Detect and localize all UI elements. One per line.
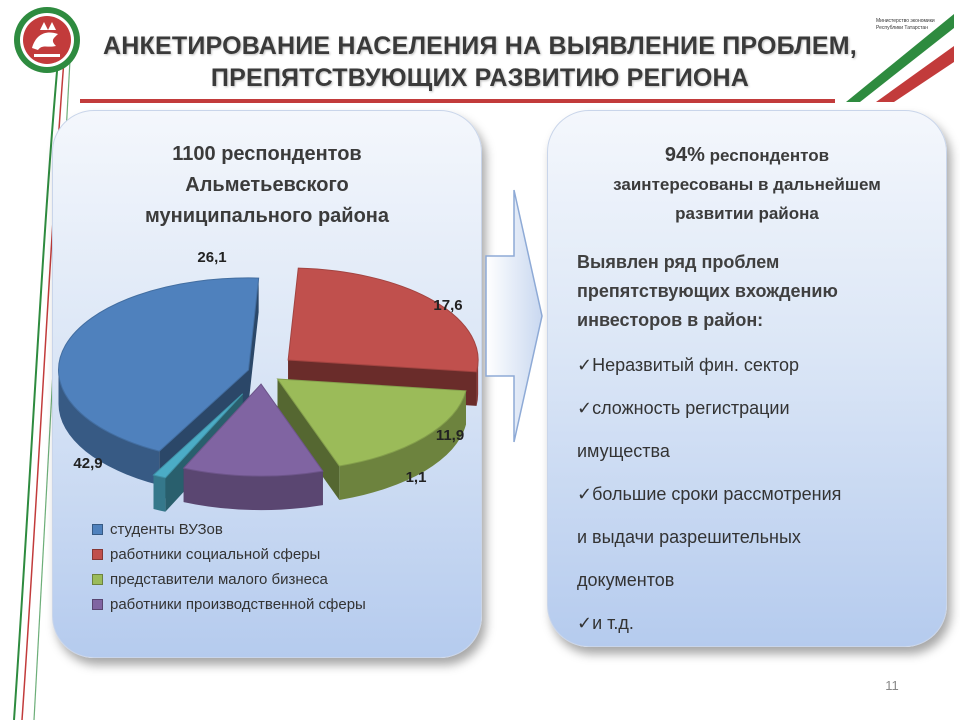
interest-heading [548, 141, 946, 228]
problem-item: ✓и т.д. [577, 613, 634, 633]
problem-item-continued: и выдачи разрешительных [577, 527, 801, 547]
problem-item: ✓Неразвитый фин. сектор [577, 355, 799, 375]
pie-data-label: 1,1 [405, 469, 427, 486]
legend-label-social: работники социальной сферы [110, 546, 321, 563]
problem-item: ✓большие сроки рассмотрения [577, 484, 842, 504]
ministry-logo [846, 6, 954, 102]
problems-title [577, 248, 917, 335]
problems-list [577, 344, 927, 645]
legend-item-industry [92, 592, 366, 617]
right-arrow-icon [484, 186, 544, 446]
pie-data-label: 11,9 [435, 427, 465, 444]
legend-item-social [92, 542, 366, 567]
legend-label-students: студенты ВУЗов [110, 521, 223, 538]
legend-item-students [92, 517, 366, 542]
slide-title-line1: АНКЕТИРОВАНИЕ НАСЕЛЕНИЯ НА ВЫЯВЛЕНИЕ ПРОБЛЕМ, [103, 32, 857, 60]
respondents-pie-chart [0, 0, 480, 520]
legend-item-business [92, 567, 366, 592]
problem-item-continued: имущества [577, 441, 670, 461]
problems-title-line3: инвесторов в район: [577, 310, 764, 330]
interest-heading-line3: развитии района [675, 204, 819, 223]
page-number: 11 [885, 678, 899, 693]
chart-legend [92, 517, 366, 617]
interest-percent: 94% [664, 144, 705, 166]
legend-label-industry: работники производственной сферы [110, 596, 366, 613]
pie-data-label: 26,1 [197, 249, 227, 266]
pie-data-label: 42,9 [73, 455, 103, 472]
pie-data-label: 17,6 [433, 297, 463, 314]
problem-item: ✓сложность регистрации [577, 398, 790, 418]
legend-swatch-social [92, 549, 103, 560]
interest-heading-line2: заинтересованы в дальнейшем [613, 175, 881, 194]
ministry-logo-text-1: Министерство экономики [876, 18, 935, 24]
slide-title-line2: ПРЕПЯТСТВУЮЩИХ РАЗВИТИЮ РЕГИОНА [210, 64, 750, 92]
respondents-heading-line1: 1100 респондентов [172, 143, 362, 165]
problems-title-line1: Выявлен ряд проблем [577, 252, 780, 272]
respondents-heading-line3: муниципального района [144, 205, 389, 227]
problem-item-continued: документов [577, 570, 675, 590]
legend-swatch-students [92, 524, 103, 535]
pie-slice-side [154, 475, 166, 512]
legend-swatch-industry [92, 599, 103, 610]
legend-label-business: представители малого бизнеса [110, 571, 328, 588]
legend-swatch-business [92, 574, 103, 585]
problems-title-line2: препятствующих вхождению [577, 281, 838, 301]
ministry-logo-text-2: Республики Татарстан [876, 25, 928, 31]
interest-heading-line1: респондентов [704, 146, 830, 165]
respondents-heading-line2: Альметьевского [185, 174, 349, 196]
pie-slice [288, 268, 478, 372]
